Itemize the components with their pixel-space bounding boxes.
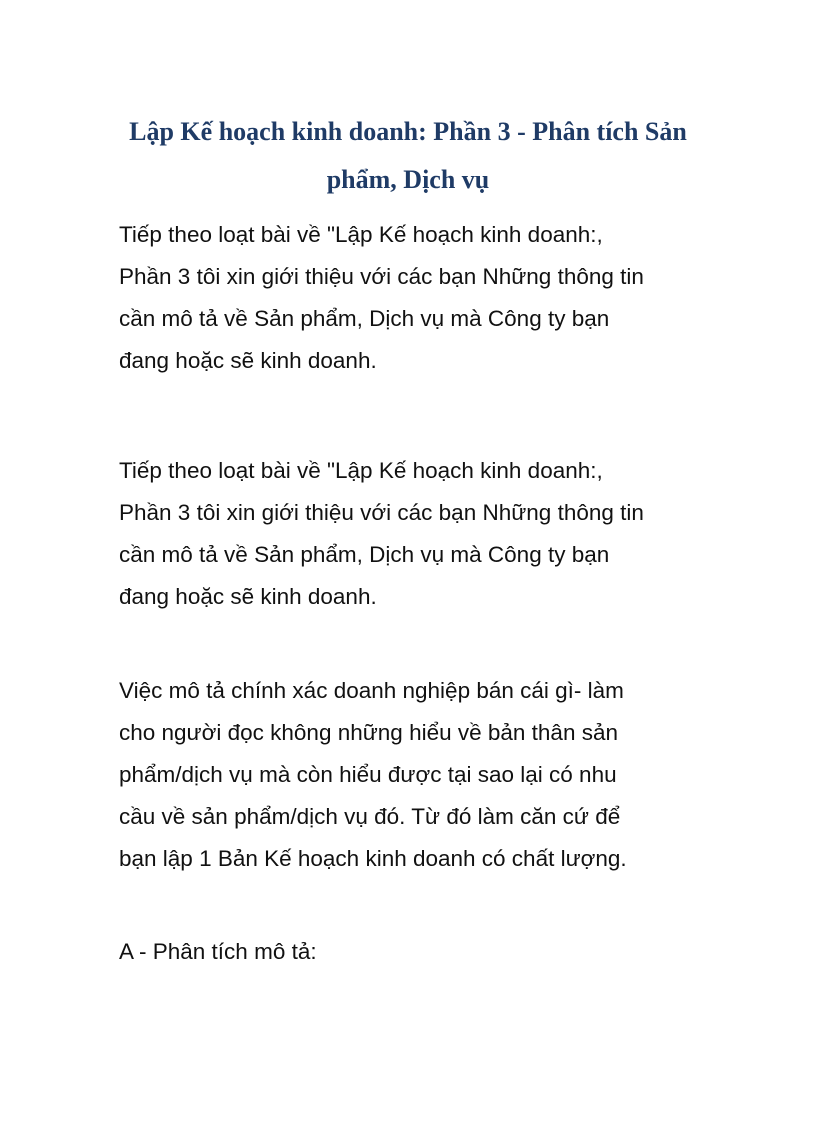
paragraph-line: Phần 3 tôi xin giới thiệu với các bạn Những thông tin [119, 500, 644, 525]
paragraph-line: Việc mô tả chính xác doanh nghiệp bán cái gì- làm [119, 678, 624, 703]
paragraph-line: Tiếp theo loạt bài về "Lập Kế hoạch kinh doanh:, [119, 222, 603, 247]
paragraph-line: phẩm/dịch vụ mà còn hiểu được tại sao lại có nhu [119, 762, 617, 787]
repeated-intro-paragraph [119, 450, 719, 618]
description-paragraph [119, 670, 719, 880]
title-line: Lập Kế hoạch kinh doanh: Phần 3 - Phân tích Sản [129, 117, 687, 146]
intro-paragraph [119, 214, 719, 382]
paragraph-line: cho người đọc không những hiểu về bản thân sản [119, 720, 618, 745]
paragraph-line: đang hoặc sẽ kinh doanh. [119, 348, 377, 373]
paragraph-line: cần mô tả về Sản phẩm, Dịch vụ mà Công ty bạn [119, 542, 610, 567]
document-title [100, 108, 716, 204]
title-line: phẩm, Dịch vụ [326, 165, 490, 194]
paragraph-line: bạn lập 1 Bản Kế hoạch kinh doanh có chất lượng. [119, 846, 627, 871]
paragraph-line: A - Phân tích mô tả: [119, 939, 317, 964]
paragraph-line: Phần 3 tôi xin giới thiệu với các bạn Những thông tin [119, 264, 644, 289]
paragraph-line: cầu về sản phẩm/dịch vụ đó. Từ đó làm căn cứ để [119, 804, 621, 829]
paragraph-line: cần mô tả về Sản phẩm, Dịch vụ mà Công ty bạn [119, 306, 610, 331]
paragraph-line: đang hoặc sẽ kinh doanh. [119, 584, 377, 609]
paragraph-line: Tiếp theo loạt bài về "Lập Kế hoạch kinh doanh:, [119, 458, 603, 483]
section-heading-a [119, 931, 719, 973]
